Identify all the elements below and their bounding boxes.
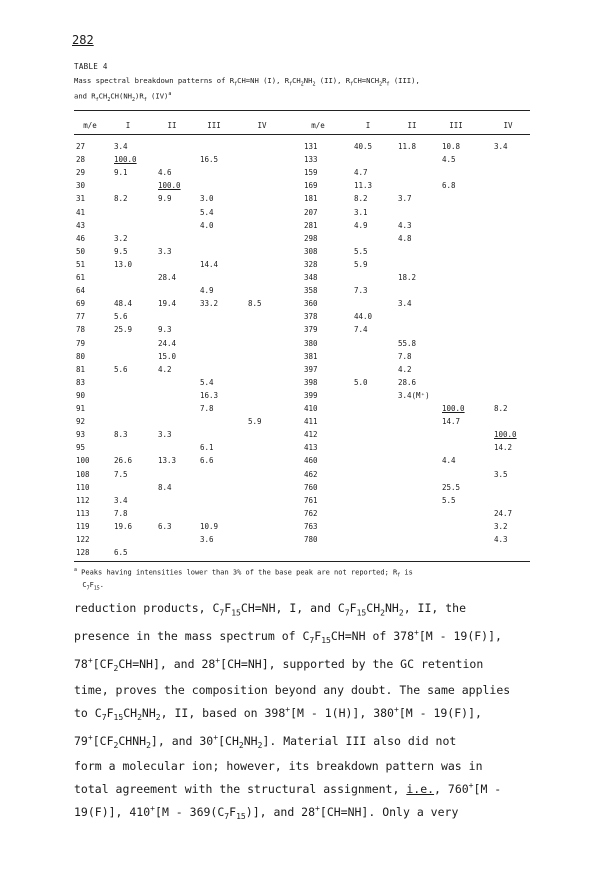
table-cell-mass: 31 [76, 194, 86, 204]
table-cell-intensity: 48.4 [114, 299, 133, 309]
table-cell-intensity: 9.5 [114, 246, 128, 256]
table-cell-intensity: 5.4 [200, 207, 214, 217]
table-cell-intensity: 3.6 [200, 535, 214, 544]
table-cell-intensity: 5.6 [114, 364, 128, 374]
table-cell-mass: 780 [304, 535, 318, 544]
table-header [0, 118, 593, 130]
table-cell-mass: 760 [304, 482, 318, 492]
table-cell-mass: 81 [76, 364, 86, 374]
table-cell-intensity: 13.3 [158, 456, 177, 466]
table-cell-intensity: 28.6 [398, 377, 417, 387]
table-cell-intensity: 44.0 [354, 312, 373, 322]
table-cell-mass: 462 [304, 469, 318, 479]
table-cell-mass: 46 [76, 233, 86, 243]
table-cell-intensity: 19.6 [114, 521, 133, 531]
column-header: III [207, 121, 221, 130]
table-cell-intensity: 33.2 [200, 299, 219, 309]
table-cell-intensity: 4.7 [354, 168, 368, 178]
table-cell-intensity: 16.5 [200, 155, 219, 165]
table-cell-intensity: 19.4 [158, 299, 177, 309]
table-cell-mass: 281 [304, 220, 318, 230]
table-cell-intensity: 3.4 [494, 142, 508, 151]
table-cell-intensity: 3.4 [114, 495, 128, 505]
table-cell-mass: 90 [76, 390, 86, 400]
table-cell-intensity: 3.2 [494, 521, 508, 531]
table-cell-intensity: 100.0 [114, 155, 137, 165]
column-header: II [407, 121, 417, 130]
table-cell-mass: 358 [304, 286, 318, 296]
table-cell-intensity: 5.6 [114, 312, 128, 322]
table-cell-intensity: 100.0 [158, 181, 181, 191]
table-cell-mass: 119 [76, 521, 90, 531]
table-cell-intensity: 6.6 [200, 456, 214, 466]
table-cell-mass: 159 [304, 168, 318, 178]
table-cell-intensity: 4.3 [494, 535, 508, 544]
table-cell-mass: 27 [76, 142, 86, 151]
table-cell-mass: 380 [304, 338, 318, 348]
table-cell-intensity: 25.5 [442, 482, 461, 492]
table-cell-mass: 100 [76, 456, 90, 466]
table-cell-intensity: 5.5 [354, 246, 368, 256]
table-cell-intensity: 3.1 [354, 207, 368, 217]
table-cell-mass: 95 [76, 443, 86, 453]
table-cell-intensity: 8.2 [354, 194, 368, 204]
table-cell-intensity: 4.4 [442, 456, 456, 466]
table-cell-mass: 28 [76, 155, 86, 165]
table-cell-intensity: 4.8 [398, 233, 412, 243]
table-cell-mass: 379 [304, 325, 318, 335]
table-cell-mass: 78 [76, 325, 86, 335]
table-cell-intensity: 3.4 [398, 299, 412, 309]
table-cell-intensity: 10.8 [442, 142, 461, 151]
table-cell-mass: 413 [304, 443, 318, 453]
table-cell-intensity: 6.5 [114, 548, 128, 558]
table-cell-mass: 763 [304, 521, 318, 531]
table-cell-intensity: 8.2 [114, 194, 128, 204]
column-header: I [125, 121, 131, 130]
table-cell-intensity: 7.5 [114, 469, 128, 479]
table-header-rule [74, 134, 530, 135]
table-cell-mass: 83 [76, 377, 86, 387]
table-cell-mass: 108 [76, 469, 90, 479]
table-cell-intensity: 11.3 [354, 181, 373, 191]
table-cell-mass: 29 [76, 168, 86, 178]
table-cell-mass: 348 [304, 273, 318, 282]
table-cell-mass: 50 [76, 246, 86, 256]
table-cell-mass: 298 [304, 233, 318, 243]
table-cell-intensity: 100.0 [494, 430, 517, 440]
table-cell-intensity: 5.4 [200, 377, 214, 387]
table-cell-mass: 378 [304, 312, 318, 322]
table-cell-mass: 762 [304, 508, 318, 518]
table-cell-intensity: 13.0 [114, 259, 133, 269]
table-cell-intensity: 6.3 [158, 521, 172, 531]
table-cell-intensity: 3.2 [114, 233, 128, 243]
table-cell-intensity: 24.7 [494, 508, 513, 518]
table-cell-mass: 122 [76, 535, 90, 544]
table-cell-intensity: 11.8 [398, 142, 417, 151]
table-cell-intensity: 4.3 [398, 220, 412, 230]
column-header: III [449, 121, 463, 130]
table-cell-intensity: 8.5 [248, 299, 262, 309]
table-cell-intensity: 14.2 [494, 443, 513, 453]
table-cell-mass: 113 [76, 508, 90, 518]
table-cell-intensity: 7.4 [354, 325, 368, 335]
table-cell-intensity: 15.0 [158, 351, 177, 361]
table-cell-intensity: 6.1 [200, 443, 214, 453]
table-cell-intensity: 55.8 [398, 338, 417, 348]
table-cell-intensity: 3.0 [200, 194, 214, 204]
table-cell-mass: 92 [76, 417, 86, 427]
table-cell-intensity: 10.9 [200, 521, 219, 531]
table-cell-mass: 64 [76, 286, 86, 296]
table-cell-intensity: 3.3 [158, 430, 172, 440]
column-header: IV [257, 121, 267, 130]
table-cell-intensity: 3.5 [494, 469, 508, 479]
column-header: II [167, 121, 177, 130]
table-cell-mass: 93 [76, 430, 86, 440]
table-cell-intensity: 14.4 [200, 259, 219, 269]
table-cell-intensity: 7.8 [114, 508, 128, 518]
table-cell-intensity: 28.4 [158, 273, 177, 282]
table-cell-intensity: 9.1 [114, 168, 128, 178]
table-cell-mass: 181 [304, 194, 318, 204]
table-cell-mass: 381 [304, 351, 318, 361]
table-cell-intensity: 5.9 [248, 417, 262, 427]
table-cell-intensity: 3.3 [158, 246, 172, 256]
table-cell-mass: 397 [304, 364, 318, 374]
table-cell-intensity: 3.4(M⁺) [398, 390, 430, 400]
table-cell-mass: 207 [304, 207, 318, 217]
table-cell-intensity: 18.2 [398, 273, 417, 282]
column-header: m/e [311, 121, 325, 130]
table-cell-mass: 360 [304, 299, 318, 309]
table-footnote: $^a$ Peaks having intensities lower than 3% of the base peak are not reported; $R_f$ is $C_7F_{15}$. [74, 567, 413, 592]
table-cell-mass: 51 [76, 259, 86, 269]
table-cell-intensity: 3.4 [114, 142, 128, 151]
table-cell-mass: 77 [76, 312, 86, 322]
table-cell-intensity: 5.0 [354, 377, 368, 387]
table-cell-intensity: 4.0 [200, 220, 214, 230]
page-number: 282 [72, 33, 94, 47]
table-cell-mass: 110 [76, 482, 90, 492]
table-cell-mass: 91 [76, 404, 86, 413]
table-cell-intensity: 5.9 [354, 259, 368, 269]
table-cell-mass: 43 [76, 220, 86, 230]
table-cell-mass: 460 [304, 456, 318, 466]
table-cell-intensity: 8.4 [158, 482, 172, 492]
table-cell-intensity: 8.2 [494, 404, 508, 413]
table-cell-mass: 128 [76, 548, 90, 558]
table-cell-intensity: 40.5 [354, 142, 373, 151]
column-header: I [365, 121, 371, 130]
table-cell-intensity: 100.0 [442, 404, 465, 413]
column-header: IV [503, 121, 513, 130]
table-cell-mass: 80 [76, 351, 86, 361]
table-cell-mass: 131 [304, 142, 318, 151]
body-text [74, 598, 544, 827]
table-cell-mass: 169 [304, 181, 318, 191]
table-cell-intensity: 26.6 [114, 456, 133, 466]
table-cell-mass: 133 [304, 155, 318, 165]
table-label: TABLE 4 [74, 62, 108, 71]
table-caption: Mass spectral breakdown patterns of $R_fCH=NH$ (I), $R_fCH_2NH_2$ (II), $R_fCH=NCH_2R_f$ (III), and $R_fCH_2CH(NH_2)R_f$ (IV)$^a$ [74, 76, 420, 104]
table-cell-intensity: 7.8 [398, 351, 412, 361]
table-cell-intensity: 3.7 [398, 194, 412, 204]
table-cell-intensity: 4.5 [442, 155, 456, 165]
table-cell-intensity: 9.3 [158, 325, 172, 335]
table-cell-intensity: 4.9 [354, 220, 368, 230]
table-cell-intensity: 9.9 [158, 194, 172, 204]
table-cell-mass: 308 [304, 246, 318, 256]
column-header: m/e [83, 121, 97, 130]
table-cell-intensity: 24.4 [158, 338, 177, 348]
body-paragraph: reduction products, $C_7F_{15}CH=NH$, I, and $C_7F_{15}CH_2NH_2$, II, the presence in the mass spectrum of $C_7F_{15}CH=NH$ of 378+[M - 19(F)], $78^+[CF_2CH=NH]$, and 28+[CH=NH], supported by the GC retention time, proves the composition beyond any doubt. The same applies to $C_7F_{15}CH_2NH_2$, II, based on 398+[M - 1(H)], 380+[M - 19(F)], $79^+[CF_2CHNH_2]$, and $30^+[CH_2NH_2]$. Material III also did not form a molecular ion; however, its breakdown pattern was in total agreement with the structural assignment, i.e., 760+[M - 19(F)], $410^+[M - 369(C_7F_{15})]$, and 28+[CH=NH]. Only a very [74, 601, 511, 821]
table-cell-intensity: 7.8 [200, 404, 214, 413]
table-cell-mass: 410 [304, 404, 318, 413]
table-cell-intensity: 4.2 [158, 364, 172, 374]
table-cell-intensity: 5.5 [442, 495, 456, 505]
table-bottom-rule [74, 561, 530, 562]
table-cell-mass: 411 [304, 417, 318, 427]
table-cell-mass: 69 [76, 299, 86, 309]
table-cell-mass: 398 [304, 377, 318, 387]
table-cell-mass: 761 [304, 495, 318, 505]
table-cell-mass: 412 [304, 430, 318, 440]
table-cell-mass: 41 [76, 207, 86, 217]
table-cell-intensity: 4.9 [200, 286, 214, 296]
table-cell-intensity: 8.3 [114, 430, 128, 440]
table-cell-intensity: 4.6 [158, 168, 172, 178]
table-cell-intensity: 7.3 [354, 286, 368, 296]
table-cell-mass: 328 [304, 259, 318, 269]
table-cell-mass: 30 [76, 181, 86, 191]
table-cell-intensity: 14.7 [442, 417, 461, 427]
table-cell-intensity: 25.9 [114, 325, 133, 335]
table-cell-mass: 399 [304, 390, 318, 400]
table-cell-mass: 61 [76, 273, 86, 282]
table-cell-intensity: 16.3 [200, 390, 219, 400]
table-cell-intensity: 6.8 [442, 181, 456, 191]
table-top-rule [74, 110, 530, 111]
table-cell-mass: 79 [76, 338, 86, 348]
table-cell-mass: 112 [76, 495, 90, 505]
table-cell-intensity: 4.2 [398, 364, 412, 374]
